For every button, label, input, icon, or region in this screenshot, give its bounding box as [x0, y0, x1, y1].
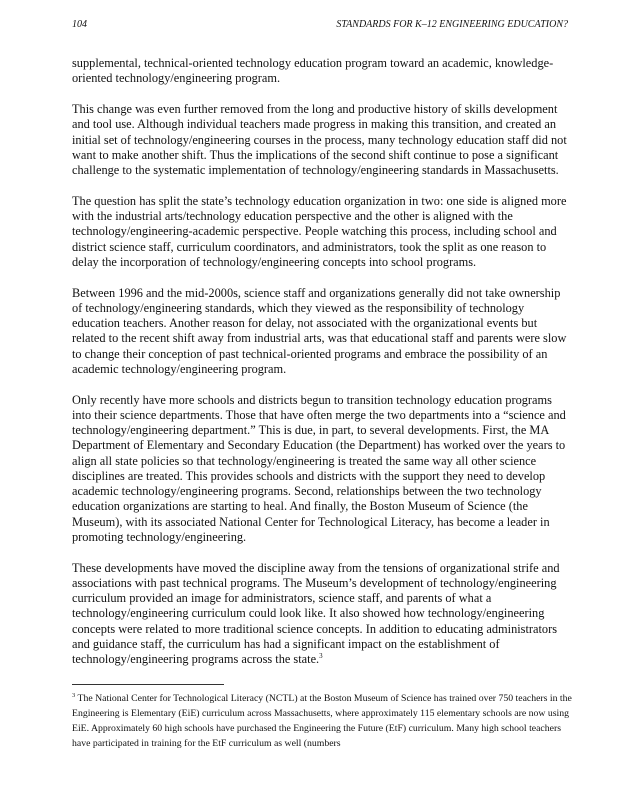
- paragraph-2: This change was even further removed from the long and productive history of skills development and tool use. Although individual teachers made progress in making this transition, and created an initial set of technology/engineering courses in the process, many technology education staff did not want to make another shift. Thus the implications of the second shift continue to pose a significant challenge to the systematic implementation of technology/engineering standards in Massachusetts.: [72, 102, 567, 177]
- footnote-reference[interactable]: 3: [319, 651, 323, 660]
- footnote-divider: [72, 684, 224, 685]
- body-text: [72, 56, 572, 683]
- footnote-marker: 3: [72, 691, 76, 699]
- footnote-text: The National Center for Technological Literacy (NCTL) at the Boston Museum of Science has trained over 750 teachers in the Engineering is Elementary (EiE) curriculum across Massachusetts, where approximately 115 elementary schools are now using EiE. Approximately 60 high schools have purchased the Engineering the Future (EtF) curriculum. Many high school teachers have participated in training for the EtF curriculum as well (numbers: [72, 693, 572, 750]
- paragraph-4: Between 1996 and the mid-2000s, science staff and organizations generally did not take ownership of technology/engineering standards, which they viewed as the responsibility of technology education teachers. Another reason for delay, not associated with the organizational events but related to the recent shift away from industrial arts, was that educational staff and parents were slow to change their conception of past technical-oriented programs and embrace the possibility of an academic technology/engineering program.: [72, 285, 567, 376]
- running-title: STANDARDS FOR K–12 ENGINEERING EDUCATION?: [336, 19, 568, 30]
- paragraph-6-text: These developments have moved the discipline away from the tensions of organizational strife and associations with past technical programs. The Museum’s development of technology/engineering curriculum provided an image for administrators, science staff, and parents of what a technology/engineering curriculum could look like. It also showed how technology/engineering concepts were related to more traditional science concepts. In addition to educating administrators and guidance staff, the curriculum has had a significant impact on the establishment of technology/engineering programs across the state.: [72, 560, 560, 666]
- paragraph-3: The question has split the state’s technology education organization in two: one side is aligned more with the industrial arts/technology education perspective and the other is aligned with the technology/engineering-academic perspective. People watching this process, including school and district science staff, curriculum coordinators, and administrators, took the split as one reason to delay the incorporation of technology/engineering concepts into school programs.: [72, 193, 567, 269]
- footnote: [72, 691, 572, 751]
- paragraph-6: [72, 561, 572, 668]
- paragraph-5: Only recently have more schools and districts begun to transition technology education programs into their science departments. Those that have often merge the two departments into a “science and technology/engineering department.” This is due, in part, to several developments. First, the MA Department of Elementary and Secondary Education (the Department) has worked over the years to align all state policies so that technology/engineering is treated the same way all other science disciplines are treated. This provides schools and districts with the support they need to develop academic technology/engineering programs. Second, relationships between the two technology education organizations are starting to heal. And finally, the Boston Museum of Science (the Museum), with its associated National Center for Technological Literacy, has become a leader in promoting technology/engineering.: [72, 392, 566, 544]
- paragraph-1: supplemental, technical-oriented technology education program toward an academic, knowledge-oriented technology/engineering program.: [72, 56, 554, 86]
- page-number: 104: [72, 19, 87, 30]
- running-header: [72, 18, 568, 32]
